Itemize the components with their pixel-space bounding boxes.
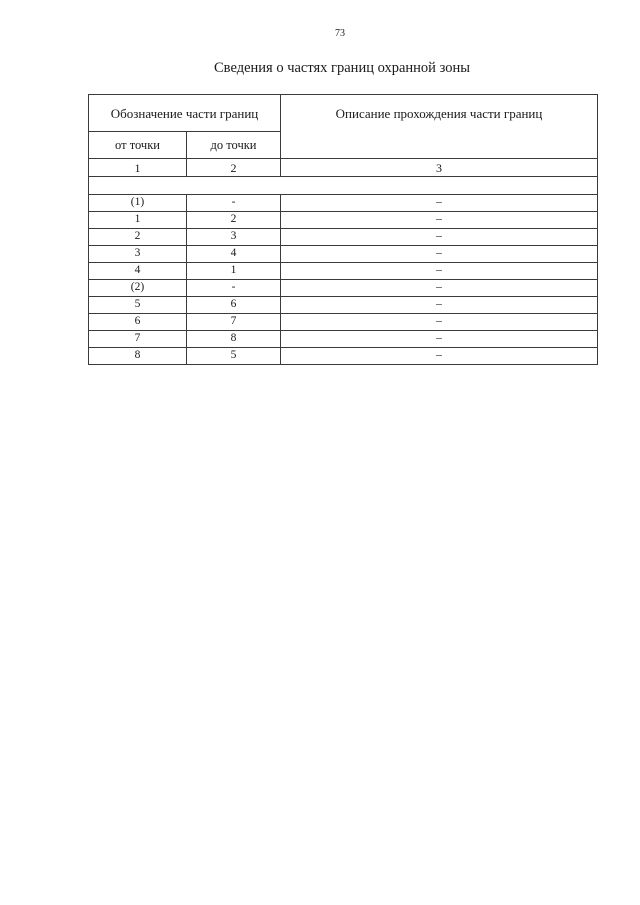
page-number: 73	[335, 28, 345, 39]
table-row	[89, 195, 598, 212]
table-subheader-row	[89, 132, 598, 159]
from-point-header: от точки	[89, 132, 187, 159]
from-point-cell: (1)	[89, 195, 187, 212]
from-point-cell: 6	[89, 314, 187, 331]
document-title: Сведения о частях границ охранной зоны	[214, 60, 470, 76]
column-number: 1	[89, 159, 187, 177]
description-header: Описание прохождения части границ	[281, 95, 598, 132]
table-row	[89, 212, 598, 229]
from-point-cell: 4	[89, 263, 187, 280]
table-row	[89, 297, 598, 314]
from-point-cell: (2)	[89, 280, 187, 297]
description-cell: –	[281, 348, 598, 365]
description-cell: –	[281, 246, 598, 263]
from-point-cell: 7	[89, 331, 187, 348]
empty-cell	[89, 177, 598, 195]
description-cell: –	[281, 297, 598, 314]
to-point-cell: 6	[187, 297, 281, 314]
from-point-cell: 1	[89, 212, 187, 229]
table-row	[89, 229, 598, 246]
description-cell: –	[281, 280, 598, 297]
from-point-cell: 2	[89, 229, 187, 246]
description-cell: –	[281, 263, 598, 280]
to-point-cell: 3	[187, 229, 281, 246]
description-cell: –	[281, 229, 598, 246]
description-cell: –	[281, 195, 598, 212]
description-cell: –	[281, 331, 598, 348]
table-header-row	[89, 95, 598, 132]
table-body	[89, 195, 598, 365]
table-row	[89, 314, 598, 331]
table-row	[89, 348, 598, 365]
table-row	[89, 280, 598, 297]
from-point-cell: 3	[89, 246, 187, 263]
description-cell: –	[281, 314, 598, 331]
to-point-cell: -	[187, 280, 281, 297]
column-number: 3	[281, 159, 598, 177]
to-point-cell: 2	[187, 212, 281, 229]
to-point-cell: 1	[187, 263, 281, 280]
to-point-header: до точки	[187, 132, 281, 159]
to-point-cell: 8	[187, 331, 281, 348]
to-point-cell: 5	[187, 348, 281, 365]
column-number: 2	[187, 159, 281, 177]
table-row	[89, 263, 598, 280]
to-point-cell: -	[187, 195, 281, 212]
from-point-cell: 5	[89, 297, 187, 314]
boundary-designation-header: Обозначение части границ	[89, 95, 281, 132]
empty-row	[89, 177, 598, 195]
table-row	[89, 246, 598, 263]
to-point-cell: 7	[187, 314, 281, 331]
description-cell: –	[281, 212, 598, 229]
from-point-cell: 8	[89, 348, 187, 365]
description-header-continuation	[281, 132, 598, 159]
to-point-cell: 4	[187, 246, 281, 263]
column-number-row	[89, 159, 598, 177]
table-row	[89, 331, 598, 348]
boundary-parts-table	[88, 94, 598, 365]
